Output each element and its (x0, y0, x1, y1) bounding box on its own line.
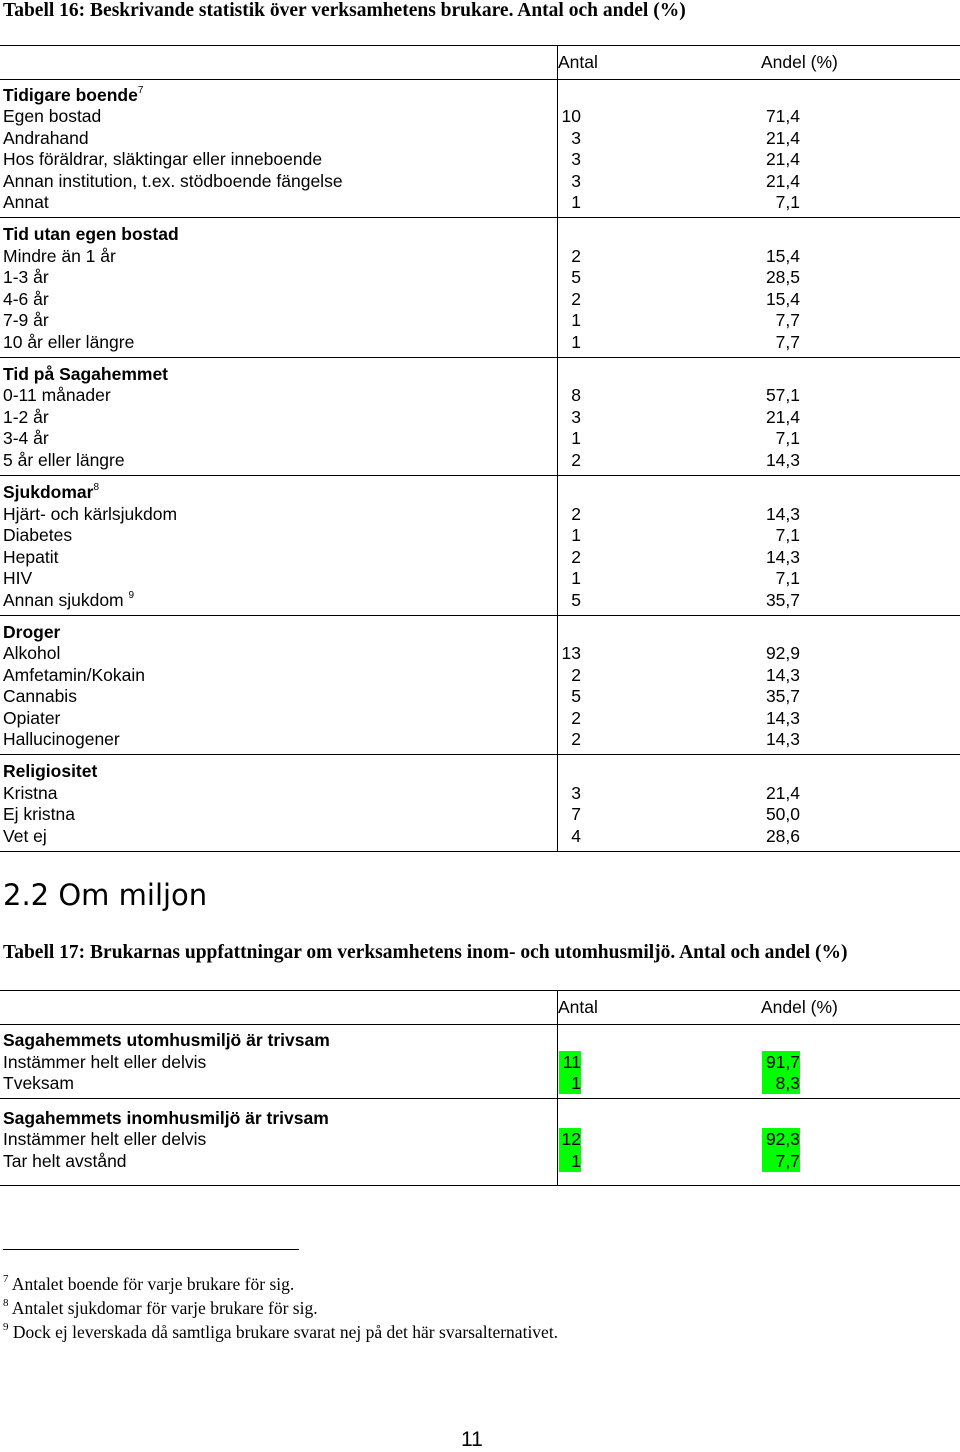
table17-top-rule (0, 990, 960, 991)
table-row: Ej kristna 7 50,0 (3, 804, 800, 824)
table-row: 1-2 år 3 21,4 (3, 407, 800, 427)
page-number: 11 (461, 1428, 483, 1451)
table17-section-inomhus: Sagahemmets inomhusmiljö är trivsam (3, 1108, 329, 1128)
table-row: Mindre än 1 år 2 15,4 (3, 246, 800, 266)
section-rule (0, 615, 960, 616)
section-heading: 2.2 Om miljon (3, 878, 208, 912)
footnote: $^9$ Dock ej leverskada då samtliga brukare svarat nej på det här svarsalternativet. (3, 1321, 559, 1342)
highlighted-count: 11 (559, 1051, 581, 1073)
footnote-separator (3, 1249, 299, 1250)
table17-col-count-header: Antal (558, 997, 598, 1017)
table17-col-pct-header: Andel (%) (761, 997, 838, 1017)
table16-section-sjukdomar (3, 481, 903, 503)
footnote-ref: 9 (128, 590, 135, 601)
table-row: HIV 1 7,1 (3, 568, 800, 588)
section-title: Tidigare boende (3, 85, 138, 105)
table16-header-rule (0, 79, 960, 80)
table-row: Vet ej 4 28,6 (3, 826, 800, 846)
table17-header-rule (0, 1024, 960, 1025)
table-row: Egen bostad 10 71,4 (3, 106, 800, 126)
table-row: Annan sjukdom $^9$ 5 35,7 (3, 590, 800, 610)
table16-section-droger: Droger (3, 622, 61, 642)
table17-caption: Tabell 17: Brukarnas uppfattningar om verksamhetens inom- och utomhusmiljö. Antal och andel (%) (3, 942, 848, 963)
table-row: Hos föräldrar, släktingar eller inneboende 3 21,4 (3, 149, 800, 169)
table-row: Opiater 2 14,3 (3, 708, 800, 728)
table-row: Tar helt avstånd 1 7,7 (3, 1151, 800, 1171)
table17-bottom-rule (0, 1185, 960, 1186)
table-row: Hallucinogener 2 14,3 (3, 729, 800, 749)
section-rule (0, 754, 960, 755)
table-row: 10 år eller längre 1 7,7 (3, 332, 800, 352)
table16-section-tid-utan-bostad: Tid utan egen bostad (3, 224, 179, 244)
table16-section-tidigare-boende (3, 84, 903, 106)
section-rule (0, 475, 960, 476)
footnote-ref: 8 (93, 482, 100, 493)
table-row: Alkohol 13 92,9 (3, 643, 800, 663)
table16-bottom-rule (0, 851, 960, 852)
section-rule (0, 1098, 960, 1099)
table16-caption: Tabell 16: Beskrivande statistik över verksamhetens brukare. Antal och andel (%) (3, 0, 686, 21)
footnote: $^8$ Antalet sjukdomar för varje brukare för sig. (3, 1297, 318, 1318)
table-row: 3-4 år 1 7,1 (3, 428, 800, 448)
table-row: Amfetamin/Kokain 2 14,3 (3, 665, 800, 685)
table16-col-count-header: Antal (558, 52, 598, 72)
table17-section-utomhus: Sagahemmets utomhusmiljö är trivsam (3, 1030, 330, 1050)
table-row: Annat 1 7,1 (3, 192, 800, 212)
section-title: Sjukdomar (3, 482, 94, 502)
table16-section-tid-pa-sagahemmet: Tid på Sagahemmet (3, 364, 169, 384)
table-row: Cannabis 5 35,7 (3, 686, 800, 706)
highlighted-count: 1 (559, 1150, 581, 1172)
highlighted-count: 12 (559, 1128, 581, 1150)
table-row: Instämmer helt eller delvis 12 92,3 (3, 1129, 800, 1149)
table-row: Diabetes 1 7,1 (3, 525, 800, 545)
table-row: 1-3 år 5 28,5 (3, 267, 800, 287)
highlighted-pct: 92,3 (762, 1128, 800, 1150)
table-row: 4-6 år 2 15,4 (3, 289, 800, 309)
table-row: Kristna 3 21,4 (3, 783, 800, 803)
table-row: Annan institution, t.ex. stödboende fängelse 3 21,4 (3, 171, 800, 191)
table-row: Andrahand 3 21,4 (3, 128, 800, 148)
table16-top-rule (0, 45, 960, 46)
footnote: $^7$ Antalet boende för varje brukare för sig. (3, 1273, 295, 1294)
table-row: 7-9 år 1 7,7 (3, 310, 800, 330)
highlighted-pct: 8,3 (762, 1072, 800, 1094)
table-row: 5 år eller längre 2 14,3 (3, 450, 800, 470)
table-row: 0-11 månader 8 57,1 (3, 385, 800, 405)
section-rule (0, 217, 960, 218)
table-row: Hepatit 2 14,3 (3, 547, 800, 567)
table16-col-pct-header: Andel (%) (761, 52, 838, 72)
section-rule (0, 357, 960, 358)
table-row: Tveksam 1 8,3 (3, 1073, 800, 1093)
table16-section-religiositet: Religiositet (3, 761, 98, 781)
footnote-ref: 7 (137, 85, 144, 96)
highlighted-pct: 7,7 (762, 1150, 800, 1172)
table-row: Hjärt- och kärlsjukdom 2 14,3 (3, 504, 800, 524)
table-row: Instämmer helt eller delvis 11 91,7 (3, 1052, 800, 1072)
highlighted-pct: 91,7 (762, 1051, 800, 1073)
highlighted-count: 1 (559, 1072, 581, 1094)
